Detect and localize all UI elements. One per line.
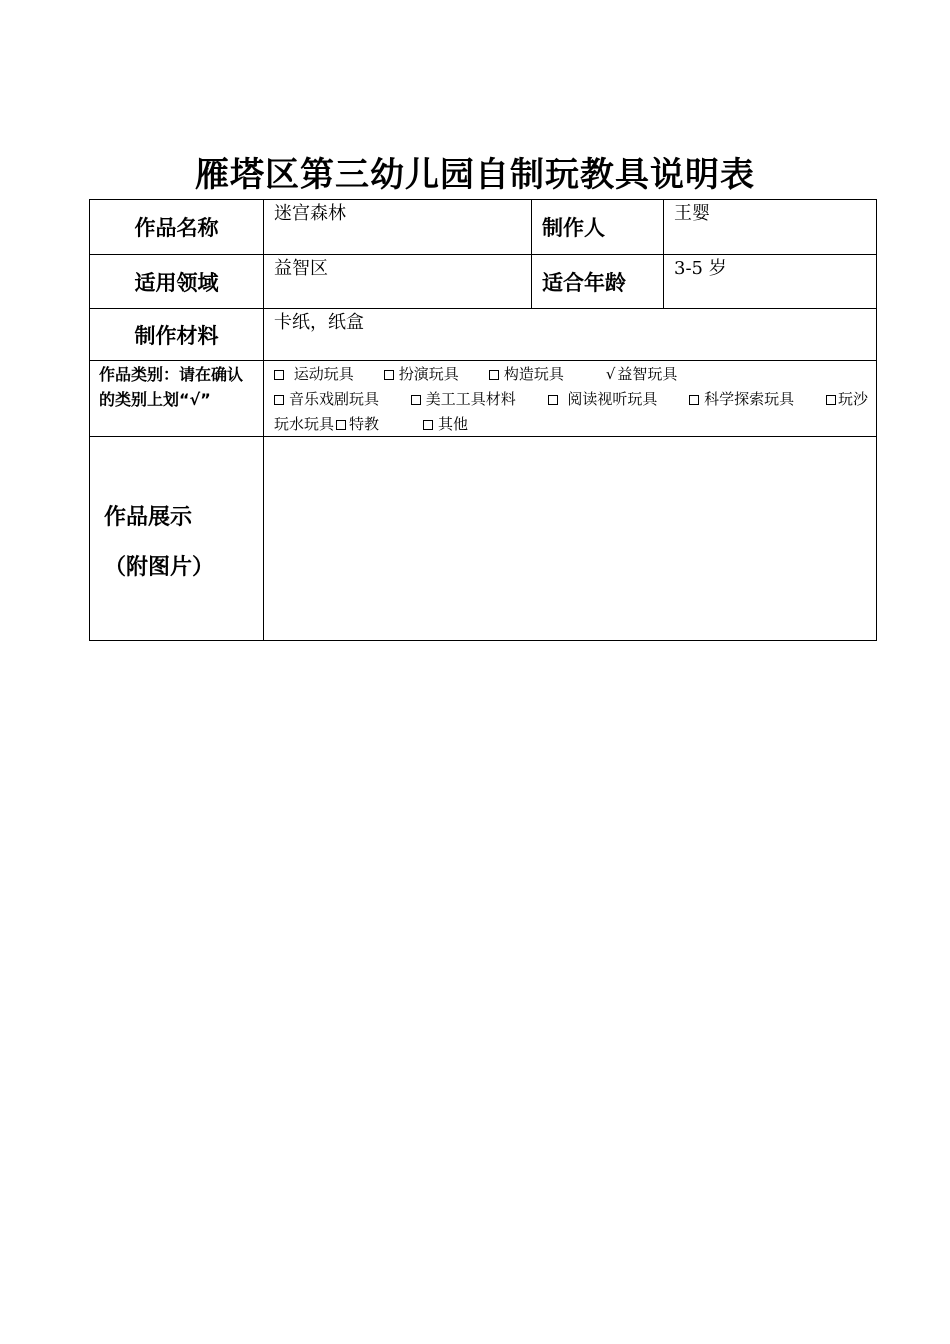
form-row-display [90,436,876,640]
category-option: 玩水玩具 [274,415,335,433]
category-option[interactable]: √ 益智玩具 [606,362,678,387]
domain-field[interactable]: 益智区 [263,255,531,308]
maker-field[interactable]: 王婴 [663,200,876,254]
checkbox-icon [489,370,499,380]
display-label-line-1: 作品展示 [104,505,193,530]
category-option[interactable]: 科学探索玩具 [689,387,794,412]
checkbox-icon [384,370,394,380]
toy-description-form [89,199,877,641]
checkbox-icon [423,420,433,430]
form-row-name [90,200,876,254]
display-label [90,437,263,640]
category-option[interactable]: 阅读视听玩具 [548,387,658,412]
checkbox-icon [274,370,284,380]
materials-label: 制作材料 [134,323,219,348]
category-line [274,387,868,412]
checkbox-icon [411,395,421,405]
category-option[interactable]: 其他 [423,412,468,437]
display-label-line-2: （附图片） [104,555,215,580]
page-title: 雁塔区第三幼儿园自制玩教具说明表 [195,155,755,195]
category-option[interactable]: 扮演玩具 [384,362,459,387]
category-option[interactable]: 特教 [336,412,379,437]
checkbox-icon [548,395,558,405]
checkbox-icon [689,395,699,405]
checkbox-icon [336,420,346,430]
form-row-domain [90,254,876,308]
checkbox-icon [826,395,836,405]
display-image-area[interactable] [263,437,876,640]
category-line [274,412,868,437]
category-option[interactable]: 音乐戏剧玩具 [274,387,379,412]
form-row-category [90,360,876,436]
materials-field[interactable]: 卡纸，纸盒 [263,309,876,360]
age-field[interactable]: 3-5 岁 [663,255,876,308]
form-row-materials [90,308,876,360]
checkbox-icon [274,395,284,405]
work-name-label: 作品名称 [134,216,219,240]
category-option[interactable]: 构造玩具 [489,362,564,387]
maker-label: 制作人 [531,200,663,254]
category-line [274,362,868,387]
category-option[interactable]: 玩沙 [826,387,868,412]
category-label: 作品类别：请在确认的类别上划“√” [99,365,244,409]
category-option[interactable]: 运动玩具 [274,362,354,387]
checkmark-icon: √ [605,365,616,383]
domain-label: 适用领域 [134,270,219,295]
work-name-field[interactable]: 迷宫森林 [263,200,531,254]
age-label: 适合年龄 [531,255,663,308]
category-option[interactable]: 美工工具材料 [411,387,516,412]
category-options [263,361,876,436]
